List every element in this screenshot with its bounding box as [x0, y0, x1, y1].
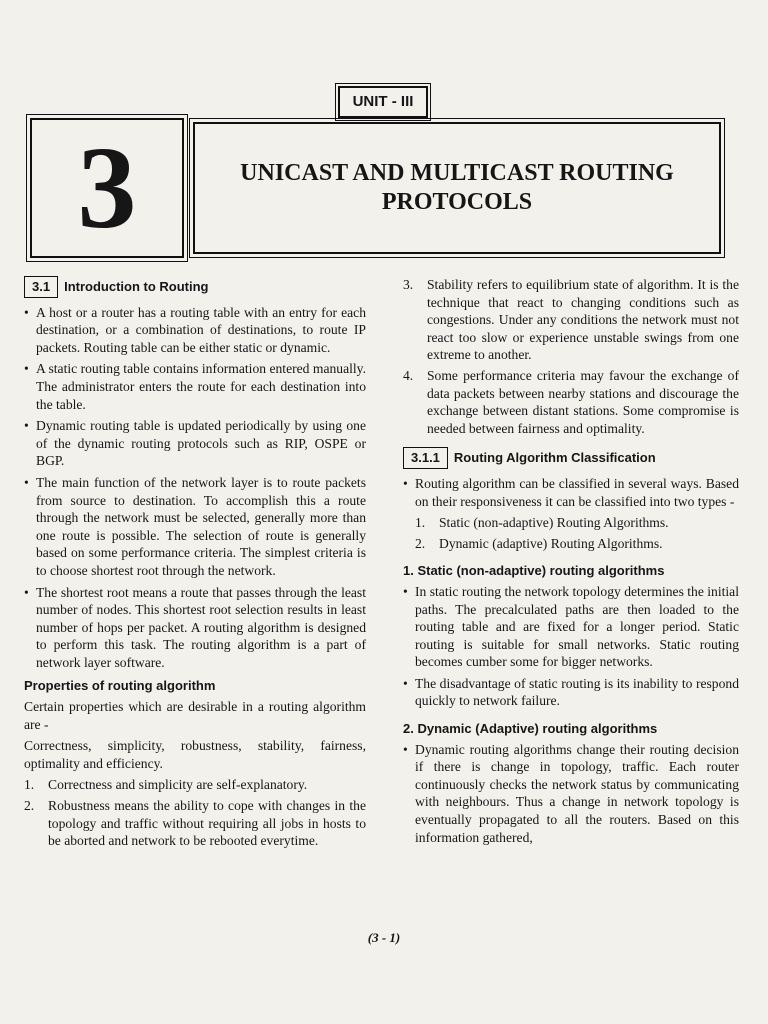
item-text: Robustness means the ability to cope with changes in the topology and traffic without requiring all jobs in hosts to be aborted and network to be rebooted everytime.	[48, 798, 366, 849]
item-text: Some performance criteria may favour the exchange of data packets between nearby stations and discourage the exchange between distant stations. Some compromise is needed between fairness and optimality.	[427, 367, 739, 436]
list-item: 4. Some performance criteria may favour the exchange of data packets between nearby stations and discourage the exchange between distant stations. Some compromise is needed between fairness and optimality.	[403, 367, 739, 436]
chapter-title: UNICAST AND MULTICAST ROUTING PROTOCOLS	[240, 160, 674, 215]
bullet-text: In static routing the network topology determines the initial paths. The precalculated paths are then loaded to the routing table and are fixed for a longer period. Static routing is suitable for small networks. Static routing becomes cumber some for bigger networks.	[415, 583, 739, 670]
list-item: • A static routing table contains information entered manually. The administrator enters the route for each destination into the table.	[24, 361, 366, 412]
chapter-title-box	[193, 122, 721, 254]
list-item: • The disadvantage of static routing is its inability to respond quickly to network failure.	[403, 675, 739, 709]
left-column	[24, 276, 366, 853]
list-item: 2. Dynamic (adaptive) Routing Algorithms.	[403, 535, 739, 553]
properties-list: Correctness, simplicity, robustness, stability, fairness, optimality and efficiency.	[24, 738, 366, 771]
unit-label: UNIT - III	[338, 86, 428, 118]
bullet-text: The disadvantage of static routing is its inability to respond quickly to network failure.	[415, 675, 739, 709]
bullet-text: Dynamic routing table is updated periodically by using one of the dynamic routing protocols such as RIP, OSPE or BGP.	[36, 418, 366, 469]
section-heading-3-1-1	[403, 447, 739, 469]
bullet-text: A host or a router has a routing table with an entry for each destination, or a combination of destinations, to route IP packets. Routing table can be either static or dynamic.	[36, 304, 366, 355]
list-item: • Routing algorithm can be classified in several ways. Based on their responsiveness it can be classified into two types -	[403, 475, 739, 509]
section-title: Routing Algorithm Classification	[453, 450, 656, 466]
list-item: • Dynamic routing table is updated periodically by using one of the dynamic routing protocols such as RIP, OSPE or BGP.	[24, 418, 366, 469]
chapter-number: 3	[77, 122, 137, 253]
chapter-number-box	[30, 118, 184, 258]
item-text: Correctness and simplicity are self-explanatory.	[48, 777, 308, 793]
list-item: 1. Correctness and simplicity are self-explanatory.	[24, 776, 366, 794]
properties-intro: Certain properties which are desirable in a routing algorithm are -	[24, 699, 366, 732]
static-routing-heading: 1. Static (non-adaptive) routing algorithms	[403, 563, 665, 579]
list-item: 2. Robustness means the ability to cope with changes in the topology and traffic without requiring all jobs in hosts to be aborted and network to be rebooted everytime.	[24, 798, 366, 849]
item-text: Dynamic (adaptive) Routing Algorithms.	[439, 535, 663, 551]
list-item: 1. Static (non-adaptive) Routing Algorithms.	[403, 514, 739, 532]
list-item: • Dynamic routing algorithms change their routing decision if there is change in topology, traffic. Each router continuously checks the network status by communicating with neighbours. Thus a change in network topology is eventually propagated to all the routers. Based on this information gathered,	[403, 741, 739, 845]
section-heading-3-1	[24, 276, 366, 298]
bullet-text: The shortest root means a route that passes through the least number of nodes. This shortest root selection results in least number of hops per packet. A routing algorithm is designed to perform this task. The routing algorithm is a part of network layer software.	[36, 584, 366, 670]
item-text: Stability refers to equilibrium state of algorithm. It is the technique that react to changing conditions such as congestions. Under any conditions the network must not react too slow or experience unstable swings from one extreme to another.	[427, 277, 739, 363]
section-title: Introduction to Routing	[64, 279, 209, 294]
properties-heading: Properties of routing algorithm	[24, 678, 216, 694]
list-item: • The shortest root means a route that passes through the least number of nodes. This shortest root selection results in least number of hops per packet. A routing algorithm is designed to perform this task. The routing algorithm is a part of network layer software.	[24, 584, 366, 670]
section-number: 3.1.1	[403, 447, 448, 469]
list-item: 3. Stability refers to equilibrium state of algorithm. It is the technique that react to changing conditions such as congestions. Under any conditions the network must not react too slow or experience unstable swings from one extreme to another.	[403, 277, 739, 363]
bullet-text: Routing algorithm can be classified in several ways. Based on their responsiveness it can be classified into two types -	[415, 475, 739, 509]
list-item: • In static routing the network topology determines the initial paths. The precalculated paths are then loaded to the routing table and are fixed for a longer period. Static routing is suitable for small networks. Static routing becomes cumber some for bigger networks.	[403, 583, 739, 670]
list-item: • A host or a router has a routing table with an entry for each destination, or a combination of destinations, to route IP packets. Routing table can be either static or dynamic.	[24, 304, 366, 355]
bullet-text: A static routing table contains information entered manually. The administrator enters the route for each destination into the table.	[36, 361, 366, 412]
bullet-text: The main function of the network layer is to route packets from source to destination. To accomplish this a route through the network must be selected, generally more than one route is possible. The selection of route is generally based on some performance criteria. The simplest criteria is to choose shortest root through the network.	[36, 474, 366, 578]
right-column	[403, 276, 739, 850]
dynamic-routing-heading: 2. Dynamic (Adaptive) routing algorithms	[403, 721, 658, 737]
list-item: • The main function of the network layer is to route packets from source to destination. To accomplish this a route through the network must be selected, generally more than one route is possible. The selection of route is generally based on some performance criteria. The simplest criteria is to choose shortest root through the network.	[24, 474, 366, 578]
section-number: 3.1	[24, 276, 58, 298]
item-text: Static (non-adaptive) Routing Algorithms.	[439, 515, 669, 531]
page-number: (3 - 1)	[367, 930, 401, 945]
bullet-text: Dynamic routing algorithms change their routing decision if there is change in topology, traffic. Each router continuously checks the network status by communicating with neighbours. Thus a change in network topology is eventually propagated to all the routers. Based on this information gathered,	[415, 741, 739, 845]
